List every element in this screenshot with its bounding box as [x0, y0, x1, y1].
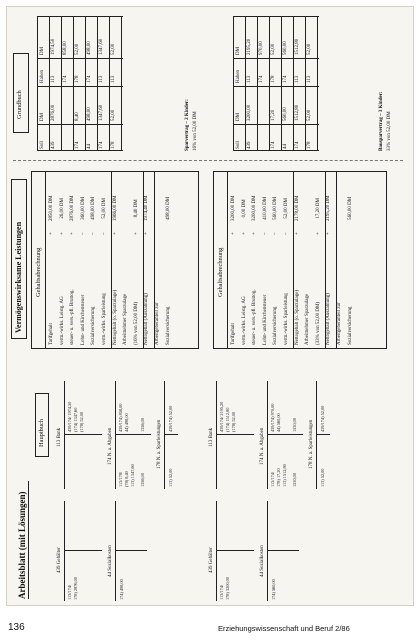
top-gehaelter-row-2: 178) 2876,00 — [73, 577, 78, 600]
grundbuch-note-bottom-value: 33% von 52,00 DM — [387, 111, 392, 151]
main-heading: Vermögenswirksame Leistungen — [14, 221, 23, 333]
abrechnung-row-value: 2195,20 DM — [326, 195, 332, 221]
grundbuch-cell: 1512,80 — [295, 104, 300, 121]
grundbuch-row-rule — [317, 17, 318, 151]
abrechnung-row-value: 2178,00 DM — [294, 195, 300, 221]
abrechnung-row-sign: – — [273, 232, 279, 235]
grundbuch-cell: 174 — [295, 141, 300, 149]
abrechnung-row-value: 3200,00 DM — [252, 195, 258, 221]
abrechnung-row-sign: + — [326, 232, 332, 235]
grundbuch-header-soll: Soll — [40, 140, 45, 149]
abrechnung-row-value: 2876,00 DM — [70, 195, 76, 221]
abrechnung-row-label: (16% von 52,00 DM) — [133, 301, 139, 345]
bottom-bank-divider — [216, 434, 254, 435]
abrechnung-row-sign: + — [70, 232, 76, 235]
abrechnung-row-label: Nettogehalt (Auszahlung) — [144, 293, 150, 345]
top-abgaben-left-1: 113/178/ — [118, 471, 123, 487]
top-bank-row-2: (174) 1347,60 — [73, 407, 78, 432]
top-bank-line — [64, 381, 65, 489]
abrechnung-row-value: 3200,00 DM — [231, 195, 236, 221]
abrechnung-row-value: 410,00 DM — [262, 196, 268, 220]
top-gehaelter-row-1: 113/174/ — [67, 584, 72, 600]
abrechnung-row-label: Arbeitgeberanteil zur — [337, 302, 342, 345]
top-abgaben-divider — [115, 434, 151, 435]
grundbuch-column-line — [233, 16, 319, 17]
grundbuch-cell: 439 — [51, 141, 56, 149]
abrechnung-row-label: Tarifgehalt — [49, 323, 54, 345]
grundbuch-column-line — [233, 150, 319, 151]
abrechnung-row-label: Nettogehalt (o. Sparzulage) — [294, 289, 300, 345]
grundbuch-cell: 174 — [283, 75, 288, 83]
abrechnung-row-label: Arbeitnehmer Sparzulage — [305, 293, 311, 345]
abrechnung-row-label: Sozialversicherung — [91, 306, 97, 345]
grundbuch-row-rule — [121, 17, 122, 151]
top-abgaben-right-2: 44) 498,00 — [124, 413, 129, 432]
grundbuch-cell: 52,00 — [307, 43, 312, 55]
top-gehaelter-line — [64, 501, 65, 601]
top-abgaben-left-4: 1356,00 — [140, 473, 145, 487]
grundbuch-cell: 970,00 — [259, 41, 264, 55]
abrechnung-row-label: Arbeitgeberanteil zur — [155, 302, 160, 345]
abrechnung-row-sign: + — [112, 232, 118, 235]
top-abgaben-line — [115, 381, 116, 489]
grundbuch-row-rule — [73, 17, 74, 151]
hauptbuch-title: Hauptbuch — [38, 418, 45, 447]
grundbuch-row-rule — [281, 17, 282, 151]
grundbuch-cell: 52,00 — [111, 43, 116, 55]
grundbuch-cell: 52,00 — [307, 109, 312, 121]
grundbuch-cell: 1974,50 — [51, 38, 56, 55]
grundbuch-cell: 2195,20 — [247, 38, 252, 55]
abrechnung-row-value: 17,20 DM — [315, 198, 321, 219]
abrechnung-row-value: 560,00 DM — [347, 196, 353, 220]
grundbuch-cell: 1512,80 — [295, 38, 300, 55]
grundbuch-cell: 858,00 — [63, 41, 68, 55]
abrechnung-row-label: Sozialversicherung — [273, 306, 279, 345]
bottom-abgaben-divider — [267, 434, 303, 435]
grundbuch-cell: 113 — [295, 75, 300, 83]
abrechnung-top-title-rule — [45, 171, 46, 349]
abrechnung-row-sign: – — [284, 232, 289, 235]
grundbuch-row-rule — [109, 17, 110, 151]
grundbuch-cell: 174 — [99, 141, 104, 149]
top-sozial-divider — [115, 550, 147, 551]
grundbuch-note-bottom-title: Bausparvertrag – 3 Kinder: — [379, 91, 384, 151]
grundbuch-row-rule — [293, 17, 294, 151]
abrechnung-row-label: verm.-wirks. Sparleistung — [284, 293, 289, 345]
abrechnung-row-value: 498,00 DM — [165, 196, 171, 220]
grundbuch-header-rule — [245, 17, 246, 151]
top-sozial-title: 44 Sozialkosten — [108, 545, 113, 577]
abrechnung-row-sign: + — [49, 232, 54, 235]
grundbuch-row-rule — [61, 17, 62, 151]
bottom-spar-divider — [316, 434, 330, 435]
grundbuch-cell: 2876,00 — [51, 104, 56, 121]
bottom-sozial-line — [267, 501, 268, 601]
grundbuch-row-rule — [269, 17, 270, 151]
top-spar-right-1: 439/174) 52,00 — [168, 405, 173, 432]
top-spar-title: 178 N. a. Sparleistungen — [157, 419, 162, 469]
abrechnung-row-value: 0,00 DM — [241, 199, 247, 218]
grundbuch-cell: 113 — [247, 75, 252, 83]
top-sozial-row-1: 174) 498,00 — [119, 579, 124, 600]
abrechnung-bottom-title: Gehaltsabrechnung — [217, 247, 224, 297]
grundbuch-header-soll: Soll — [236, 140, 241, 149]
grundbuch-cell: 498,00 — [87, 107, 92, 121]
bottom-bank-row-1: 439/174/ 2195,20 — [219, 401, 224, 432]
abrechnung-row-sign: – — [102, 232, 107, 235]
grundbuch-column-line — [37, 86, 123, 87]
abrechnung-row-sign: – — [91, 232, 97, 235]
grundbuch-row-rule — [85, 17, 86, 151]
top-gehaelter-title: 439 Gehälter — [57, 547, 62, 573]
bottom-bank-row-2: (174) 1512,80 — [225, 407, 230, 432]
sheet-title: Arbeitsblatt (mit Lösungen) — [17, 491, 27, 599]
grundbuch-header-dm: DM — [236, 112, 241, 121]
abrechnung-row-value: 1966,00 DM — [112, 195, 118, 221]
grundbuch-cell: 178 — [111, 141, 116, 149]
abrechnung-row-label: (33% von 52,00 DM) — [315, 301, 321, 345]
abrechnung-row-sign: + — [241, 232, 247, 235]
grundbuch-cell: 113 — [99, 75, 104, 83]
grundbuch-cell: 17,20 — [271, 109, 276, 121]
top-sozial-line — [115, 501, 116, 601]
bottom-spar-left-1: 113) 52,00 — [320, 468, 325, 487]
abrechnung-row-label: verm.-wirks. Sparleistung — [102, 293, 107, 345]
grundbuch-cell: 44 — [283, 144, 288, 149]
grundbuch-cell: 113 — [51, 75, 56, 83]
bottom-bank-line — [216, 381, 217, 489]
grundbuch-row-rule — [305, 17, 306, 151]
bottom-spar-right-1: 439/174) 52,00 — [320, 405, 325, 432]
grundbuch-column-line — [233, 124, 319, 125]
grundbuch-header-top-rule — [233, 17, 234, 151]
bottom-spar-line — [316, 381, 317, 489]
top-spar-line — [164, 381, 165, 489]
top-spar-left-1: 113) 52,00 — [168, 468, 173, 487]
title-underline — [28, 481, 29, 599]
dashed-divider — [13, 160, 403, 161]
grundbuch-cell: 178 — [271, 75, 276, 83]
bottom-abgaben-left-1: 113/174/ — [270, 471, 275, 487]
abrechnung-row-label: Sozialversicherung — [347, 306, 353, 345]
grundbuch-cell: 498,00 — [87, 41, 92, 55]
journal-footer: Erziehungswissenschaft und Beruf 2/86 — [218, 624, 350, 633]
top-bank-row-1: 439/174/ 1974,50 — [67, 401, 72, 432]
abrechnung-top-title: Gehaltsabrechnung — [35, 247, 42, 297]
grundbuch-cell: 560,00 — [283, 41, 288, 55]
grundbuch-column-line — [233, 86, 319, 87]
bottom-abgaben-title: 174 N. a. Abgaben — [260, 427, 265, 465]
grundbuch-header-dm: DM — [40, 46, 45, 55]
abrechnung-row-label: Lohn- und Kirchensteuer — [262, 294, 268, 345]
grundbuch-cell: 174 — [87, 75, 92, 83]
grundbuch-cell: 52,00 — [271, 43, 276, 55]
grundbuch-cell: 560,00 — [283, 107, 288, 121]
grundbuch-cell: 178 — [75, 75, 80, 83]
abrechnung-row-sign: + — [315, 232, 321, 235]
grundbuch-note-top-title: Sparvertrag – 2 Kinder: — [185, 99, 190, 151]
bottom-abgaben-left-4: 1530,00 — [292, 473, 297, 487]
bottom-gehaelter-row-1: 113/174/ — [219, 584, 224, 600]
bottom-sozial-title: 44 Sozialkosten — [260, 545, 265, 577]
abrechnung-row-value: 26,00 DM — [59, 198, 65, 219]
abrechnung-row-value: 1974,40 DM — [144, 195, 150, 221]
bottom-bank-title: 113 Bank — [209, 427, 214, 447]
abrechnung-bottom-box — [213, 171, 387, 349]
abrechnung-row-value: 560,00 DM — [273, 196, 279, 220]
grundbuch-header-top-rule — [37, 17, 38, 151]
grundbuch-cell: 52,00 — [75, 43, 80, 55]
grundbuch-header-dm: DM — [40, 112, 45, 121]
top-abgaben-right-3: 1356,00 — [140, 418, 145, 432]
abrechnung-row-sign: + — [252, 232, 258, 235]
grundbuch-cell: 113 — [111, 75, 116, 83]
abrechnung-row-label: Sozialversicherung — [165, 306, 171, 345]
top-bank-divider — [64, 434, 102, 435]
abrechnung-row-value: 2850,00 DM — [49, 195, 54, 221]
bottom-sozial-row-1: 174) 560,00 — [271, 579, 276, 600]
grundbuch-column-line — [37, 124, 123, 125]
grundbuch-column-line — [233, 58, 319, 59]
grundbuch-title: Grundbuch — [16, 90, 23, 119]
abrechnung-row-value: 52,00 DM — [102, 198, 107, 219]
grundbuch-column-line — [37, 58, 123, 59]
abrechnung-row-label: steuer- u. vers.-pfl. Bruttog. — [252, 289, 258, 345]
abrechnung-row-sign: – — [262, 232, 268, 235]
grundbuch-cell: 113 — [307, 75, 312, 83]
abrechnung-row-sign: + — [231, 232, 236, 235]
abrechnung-row-label: steuer- u. vers.-pfl. Bruttog. — [70, 289, 76, 345]
bottom-abgaben-right-3: 1530,00 — [292, 418, 297, 432]
grundbuch-cell: 174 — [63, 75, 68, 83]
grundbuch-header-haben: Haben — [236, 69, 241, 83]
grundbuch-cell: 44 — [87, 144, 92, 149]
abrechnung-bottom-title-rule — [227, 171, 228, 349]
abrechnung-row-sign: + — [59, 232, 65, 235]
grundbuch-cell: 174 — [271, 141, 276, 149]
grundbuch-cell: 52,00 — [111, 109, 116, 121]
bottom-abgaben-left-2: 178) 17,20 — [276, 468, 281, 487]
grundbuch-cell: 3200,00 — [247, 104, 252, 121]
grundbuch-row-rule — [257, 17, 258, 151]
grundbuch-note-top-value: 16% von 52,00 DM — [193, 111, 198, 151]
abrechnung-row-label: verm.-wirks. Leistg. AG — [241, 296, 247, 345]
abrechnung-row-sign: + — [294, 232, 300, 235]
grundbuch-column-line — [37, 16, 123, 17]
abrechnung-row-label: Tarifgehalt — [231, 323, 236, 345]
top-bank-row-3: (178) 52,00 — [79, 411, 84, 432]
top-abgaben-left-2: (78) 8,40 — [124, 471, 129, 487]
grundbuch-cell: 1347,60 — [99, 104, 104, 121]
scanned-page — [6, 6, 414, 606]
bottom-gehaelter-row-2: 178) 3200,00 — [225, 577, 230, 600]
abrechnung-row-sign: – — [80, 232, 86, 235]
abrechnung-row-label: Nettogehalt (Auszahlung) — [326, 293, 332, 345]
abrechnung-row-value: 498,00 DM — [91, 196, 97, 220]
grundbuch-cell: 439 — [247, 141, 252, 149]
abrechnung-row-value: 52,00 DM — [284, 198, 289, 219]
grundbuch-header-dm: DM — [236, 46, 241, 55]
bottom-abgaben-right-1: 439/174) 970,00 — [270, 403, 275, 432]
grundbuch-header-rule — [49, 17, 50, 151]
grundbuch-header-haben: Haben — [40, 69, 45, 83]
top-gehaelter-divider — [64, 550, 102, 551]
top-abgaben-right-1: 439/174) 858,00 — [118, 403, 123, 432]
bottom-abgaben-line — [267, 381, 268, 489]
abrechnung-row-label: Arbeitnehmer Sparzulage — [123, 293, 129, 345]
abrechnung-row-sign: + — [144, 232, 150, 235]
top-spar-divider — [164, 434, 178, 435]
grundbuch-cell: 174 — [75, 141, 80, 149]
rotated-worksheet — [7, 7, 415, 607]
bottom-abgaben-right-2: 44) 560,00 — [276, 413, 281, 432]
bottom-abgaben-left-3: 113) 1512,80 — [282, 464, 287, 487]
bottom-gehaelter-divider — [216, 550, 254, 551]
abrechnung-row-label: verm.-wirks. Leistg. AG — [59, 296, 65, 345]
page-number: 136 — [8, 622, 25, 633]
bottom-bank-row-3: (178) 52,00 — [231, 411, 236, 432]
top-abgaben-title: 174 N. a. Abgaben — [108, 427, 113, 465]
top-abgaben-left-3: 113) 1347,60 — [130, 464, 135, 487]
abrechnung-row-value: 8,40 DM — [133, 199, 139, 218]
bottom-gehaelter-title: 439 Gehälter — [209, 547, 214, 573]
grundbuch-row-rule — [97, 17, 98, 151]
grundbuch-cell: 174 — [259, 75, 264, 83]
bottom-spar-title: 178 N. a. Sparleistungen — [309, 419, 314, 469]
grundbuch-column-line — [37, 150, 123, 151]
abrechnung-row-label: Nettogehalt (o. Sparzulage) — [112, 289, 118, 345]
grundbuch-cell: 178 — [307, 141, 312, 149]
top-bank-title: 113 Bank — [57, 427, 62, 447]
abrechnung-row-sign: + — [133, 232, 139, 235]
bottom-gehaelter-line — [216, 501, 217, 601]
bottom-sozial-divider — [267, 550, 299, 551]
grundbuch-cell: 1347,60 — [99, 38, 104, 55]
abrechnung-row-value: 360,00 DM — [80, 196, 86, 220]
grundbuch-cell: 8,40 — [75, 112, 80, 121]
abrechnung-row-label: Lohn- und Kirchensteuer — [80, 294, 86, 345]
